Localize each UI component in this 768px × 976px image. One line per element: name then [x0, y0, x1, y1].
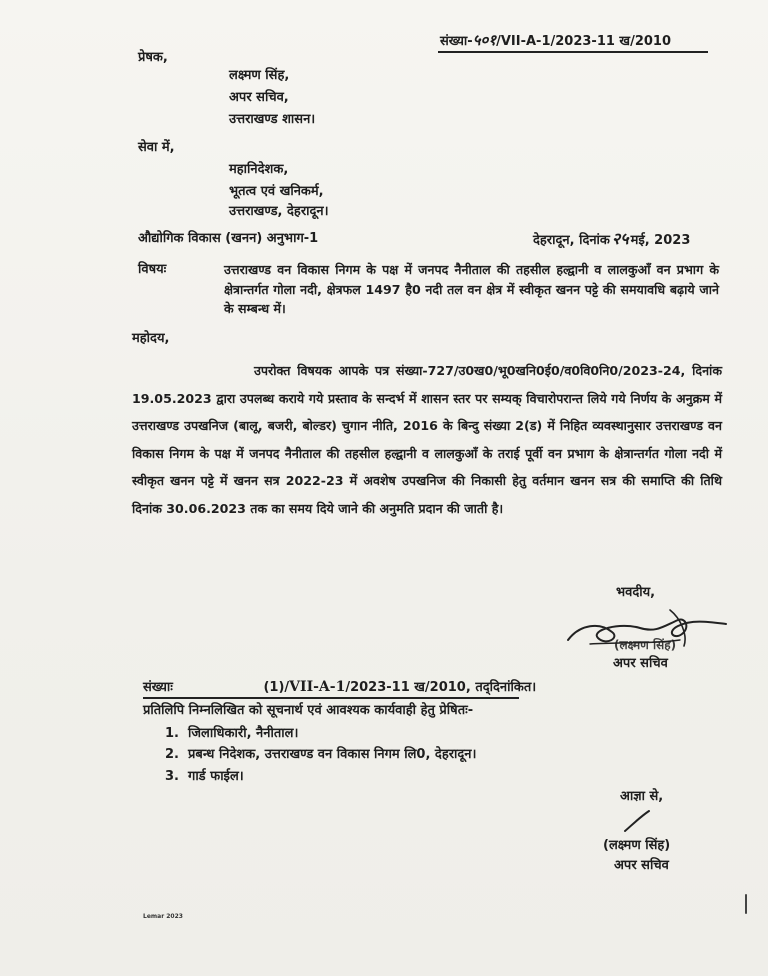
reference-number — [440, 32, 671, 50]
closing-yours: भवदीय, — [616, 585, 656, 600]
sender-office: उत्तराखण्ड शासन। — [229, 112, 316, 127]
copy-ref-main: VII-A-1 — [289, 679, 346, 695]
copy-ref-suffix: /2023-11 ख/2010, तद्‌दिनांकित। — [345, 680, 537, 695]
copy-intro: प्रतिलिपि निम्नलिखित को सूचनार्थ एवं आवश्यक कार्यवाही हेतु प्रेषितः- — [143, 703, 474, 718]
reference-prefix: संख्या- — [440, 34, 473, 49]
place-date-prefix: देहरादून, दिनांक — [533, 233, 610, 248]
place-date — [533, 231, 690, 249]
copy-item-2-text: प्रबन्ध निदेशक, उत्तराखण्ड वन विकास निगम लि0, देहरादून। — [188, 747, 477, 762]
copy-reference — [143, 679, 536, 696]
copy-item-3-text: गार्ड फाईल। — [188, 769, 244, 784]
second-signature-name: (लक्ष्मण सिंह) — [603, 838, 671, 853]
closing-designation: अपर सचिव — [613, 656, 668, 671]
subject-text: उत्तराखण्ड वन विकास निगम के पक्ष में जनपद नैनीताल की तहसील हल्द्वानी व लालकुआँ वन प्रभाग के क्षेत्रान्तर्गत गोला नदी, क्षेत्रफल 1497 है0 नदी तल वन क्षेत्र में स्वीकृत खनन पट्टे की समयावधि बढ़ाये जाने के सम्बन्ध में। — [224, 262, 719, 316]
reference-underline — [438, 51, 708, 53]
section-name: औद्योगिक विकास (खनन) अनुभाग-1 — [138, 231, 319, 246]
reference-hand-number: ५०१ — [472, 31, 497, 49]
sender-name: लक्ष्मण सिंह, — [229, 68, 290, 83]
recipient-designation: महानिदेशक, — [229, 162, 289, 177]
body-text: उपरोक्त विषयक आपके पत्र संख्या-727/उ0ख0/भू0खनि0ई0/व0वि0नि0/2023-24, दिनांक 19.05.2023 द्वारा उपलब्ध कराये गये प्रस्ताव के सन्दर्भ में शासन स्तर पर सम्यक् विचारोपरान्त लिये गये निर्णय के अनुक्रम में उत्तराखण्ड उपखनिज (बालू, बजरी, बोल्डर) चुगान नीति, 2016 के बिन्दु संख्या 2(ड) में निहित व्यवस्थानुसार उत्तराखण्ड वन विकास निगम के पक्ष में जनपद नैनीताल की तहसील हल्द्वानी व लालकुआँ के तराई पूर्वी वन प्रभाग के क्षेत्रान्तर्गत गोला नदी में स्वीकृत खनन पट्टे में खनन सत्र 2022-23 में अवशेष उपखनिज की निकासी हेतु वर्तमान खनन सत्र की समाप्ति की तिथि दिनांक 30.06.2023 तक का समय दिये जाने की अनुमति प्रदान की जाती है। — [132, 363, 722, 516]
copy-item-1-no: 1. — [165, 726, 179, 741]
date-suffix: मई, 2023 — [630, 233, 691, 248]
copy-item-3-no: 3. — [165, 769, 179, 784]
recipient-label: सेवा में, — [138, 140, 175, 155]
by-order: आज्ञा से, — [620, 789, 664, 804]
copy-reference-underline — [143, 697, 519, 699]
body-paragraph — [132, 357, 722, 522]
recipient-place: उत्तराखण्ड, देहरादून। — [229, 204, 329, 219]
sender-label: प्रेषक, — [138, 50, 168, 65]
recipient-department: भूतत्व एवं खनिकर्म, — [229, 184, 324, 199]
copy-ref-label: संख्याः — [143, 680, 173, 695]
subject-label: विषयः — [138, 262, 167, 277]
closing-signature-name: (लक्ष्मण सिंह) — [614, 638, 677, 652]
copy-item-1-text: जिलाधिकारी, नैनीताल। — [188, 726, 299, 741]
edge-mark — [745, 894, 747, 914]
copy-ref-prefix: (1)/ — [263, 680, 290, 695]
date-hand-day: २५ — [611, 229, 629, 248]
salutation: महोदय, — [132, 331, 170, 346]
sender-designation: अपर सचिव, — [229, 90, 289, 105]
copy-item-2-no: 2. — [165, 747, 179, 762]
reference-suffix: /VII-A-1/2023-11 ख/2010 — [496, 34, 671, 49]
second-designation: अपर सचिव — [614, 858, 669, 873]
signature-tick-mark — [622, 808, 652, 834]
footer-tiny-text: Lemar 2023 — [143, 913, 183, 920]
